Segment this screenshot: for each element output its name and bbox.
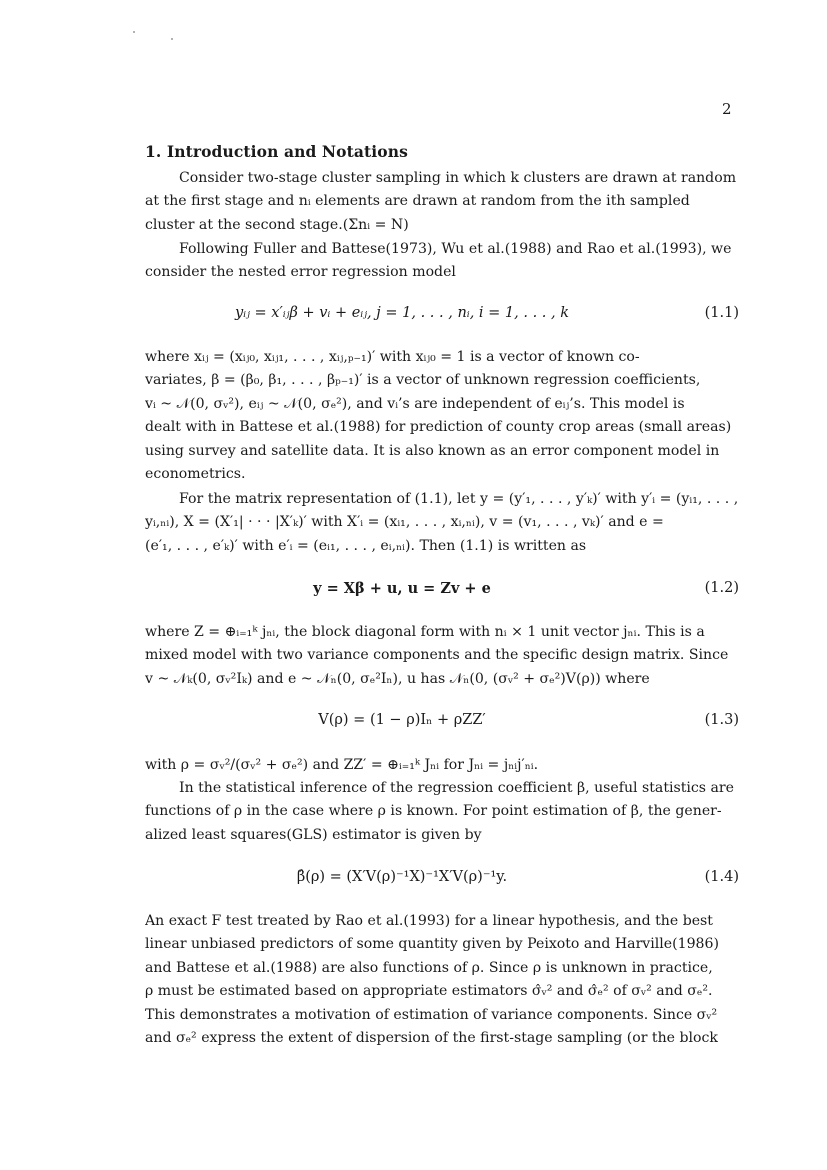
text-line: ρ must be estimated based on appropriate estimators σ̂ᵥ² and σ̂ₑ² of σᵥ² and σₑ². — [145, 983, 713, 1000]
page-number: 2 — [722, 100, 732, 118]
equation-body: V(ρ) = (1 − ρ)Iₙ + ρZZ′ — [318, 712, 486, 728]
text-line: using survey and satellite data. It is also known as an error component model in — [145, 442, 720, 459]
paragraph-8 — [145, 910, 739, 1050]
text-line: variates, β = (β₀, β₁, . . . , βₚ₋₁)′ is a vector of unknown regression coefficients, — [145, 372, 701, 389]
text-line: where Z = ⊕ᵢ₌₁ᵏ jₙᵢ, the block diagonal form with nᵢ × 1 unit vector jₙᵢ. This is a — [145, 624, 705, 640]
equation-number: (1.4) — [704, 869, 739, 885]
equation-number: (1.2) — [704, 580, 739, 596]
paragraph-6 — [145, 754, 739, 777]
text-line: yᵢ,ₙᵢ), X = (X′₁| · · · |X′ₖ)′ with X′ᵢ = (xᵢ₁, . . . , xᵢ,ₙᵢ), v = (v₁, . . . , vₖ)′ and e = — [145, 514, 664, 531]
scan-speck — [171, 38, 173, 40]
text-line: and σₑ² express the extent of dispersion of the first-stage sampling (or the block — [145, 1030, 718, 1047]
text-line: This demonstrates a motivation of estimation of variance components. Since σᵥ² — [145, 1006, 718, 1023]
text-line: In the statistical inference of the regression coefficient β, useful statistics are — [179, 780, 734, 796]
text-line: dealt with in Battese et al.(1988) for prediction of county crop areas (small areas) — [145, 419, 732, 436]
text-line: where xᵢⱼ = (xᵢⱼ₀, xᵢⱼ₁, . . . , xᵢⱼ,ₚ₋₁)′ with xᵢⱼ₀ = 1 is a vector of known co- — [145, 349, 640, 365]
text-line: cluster at the second stage.(Σnᵢ = N) — [145, 216, 409, 233]
equation-1-4 — [145, 869, 739, 895]
paragraph-3 — [145, 346, 739, 486]
text-line: and Battese et al.(1988) are also functions of ρ. Since ρ is unknown in practice, — [145, 959, 713, 976]
scan-speck — [133, 31, 135, 33]
text-line: Following Fuller and Battese(1973), Wu et al.(1988) and Rao et al.(1993), we — [179, 241, 732, 257]
equation-body: β̂(ρ) = (X′V(ρ)⁻¹X)⁻¹X′V(ρ)⁻¹y. — [296, 869, 508, 885]
paragraph-4 — [145, 488, 739, 558]
equation-1-2 — [145, 580, 739, 606]
text-line: at the first stage and nᵢ elements are drawn at random from the ith sampled — [145, 193, 690, 210]
equation-number: (1.3) — [704, 712, 739, 728]
text-line: An exact F test treated by Rao et al.(1993) for a linear hypothesis, and the best — [145, 913, 713, 929]
text-line: with ρ = σᵥ²/(σᵥ² + σₑ²) and ZZ′ = ⊕ᵢ₌₁ᵏ Jₙᵢ for Jₙᵢ = jₙᵢj′ₙᵢ. — [145, 757, 539, 773]
text-line: mixed model with two variance components and the specific design matrix. Since — [145, 647, 729, 664]
equation-1-3 — [145, 712, 739, 738]
paragraph-7 — [145, 777, 739, 847]
equation-1-1 — [145, 305, 739, 331]
section-title: 1. Introduction and Notations — [145, 142, 408, 161]
paragraph-5 — [145, 621, 739, 691]
text-line: consider the nested error regression model — [145, 264, 456, 281]
text-line: Consider two-stage cluster sampling in which k clusters are drawn at random — [179, 170, 737, 186]
equation-number: (1.1) — [704, 305, 739, 321]
text-line: econometrics. — [145, 466, 246, 483]
text-line: v ~ 𝒩ₖ(0, σᵥ²Iₖ) and e ~ 𝒩ₙ(0, σₑ²Iₙ), u has 𝒩ₙ(0, (σᵥ² + σₑ²)V(ρ)) where — [145, 670, 650, 687]
equation-body: yᵢⱼ = x′ᵢⱼβ + vᵢ + eᵢⱼ, j = 1, . . . , nᵢ, i = 1, . . . , k — [234, 305, 570, 321]
paragraph-1 — [145, 167, 739, 237]
text-line: (e′₁, . . . , e′ₖ)′ with e′ᵢ = (eᵢ₁, . . . , eᵢ,ₙᵢ). Then (1.1) is written as — [145, 537, 587, 554]
text-line: functions of ρ in the case where ρ is known. For point estimation of β, the gener- — [145, 803, 722, 820]
equation-body: y = Xβ + u, u = Zv + e — [313, 580, 491, 597]
text-line: alized least squares(GLS) estimator is given by — [145, 826, 482, 843]
text-line: linear unbiased predictors of some quantity given by Peixoto and Harville(1986) — [145, 936, 719, 953]
paragraph-2 — [145, 238, 739, 285]
text-line: vᵢ ~ 𝒩(0, σᵥ²), eᵢⱼ ~ 𝒩(0, σₑ²), and vᵢ’s are independent of eᵢⱼ’s. This model is — [145, 395, 685, 412]
text-line: For the matrix representation of (1.1), let y = (y′₁, . . . , y′ₖ)′ with y′ᵢ = (yᵢ₁, . . . , — [179, 491, 739, 507]
